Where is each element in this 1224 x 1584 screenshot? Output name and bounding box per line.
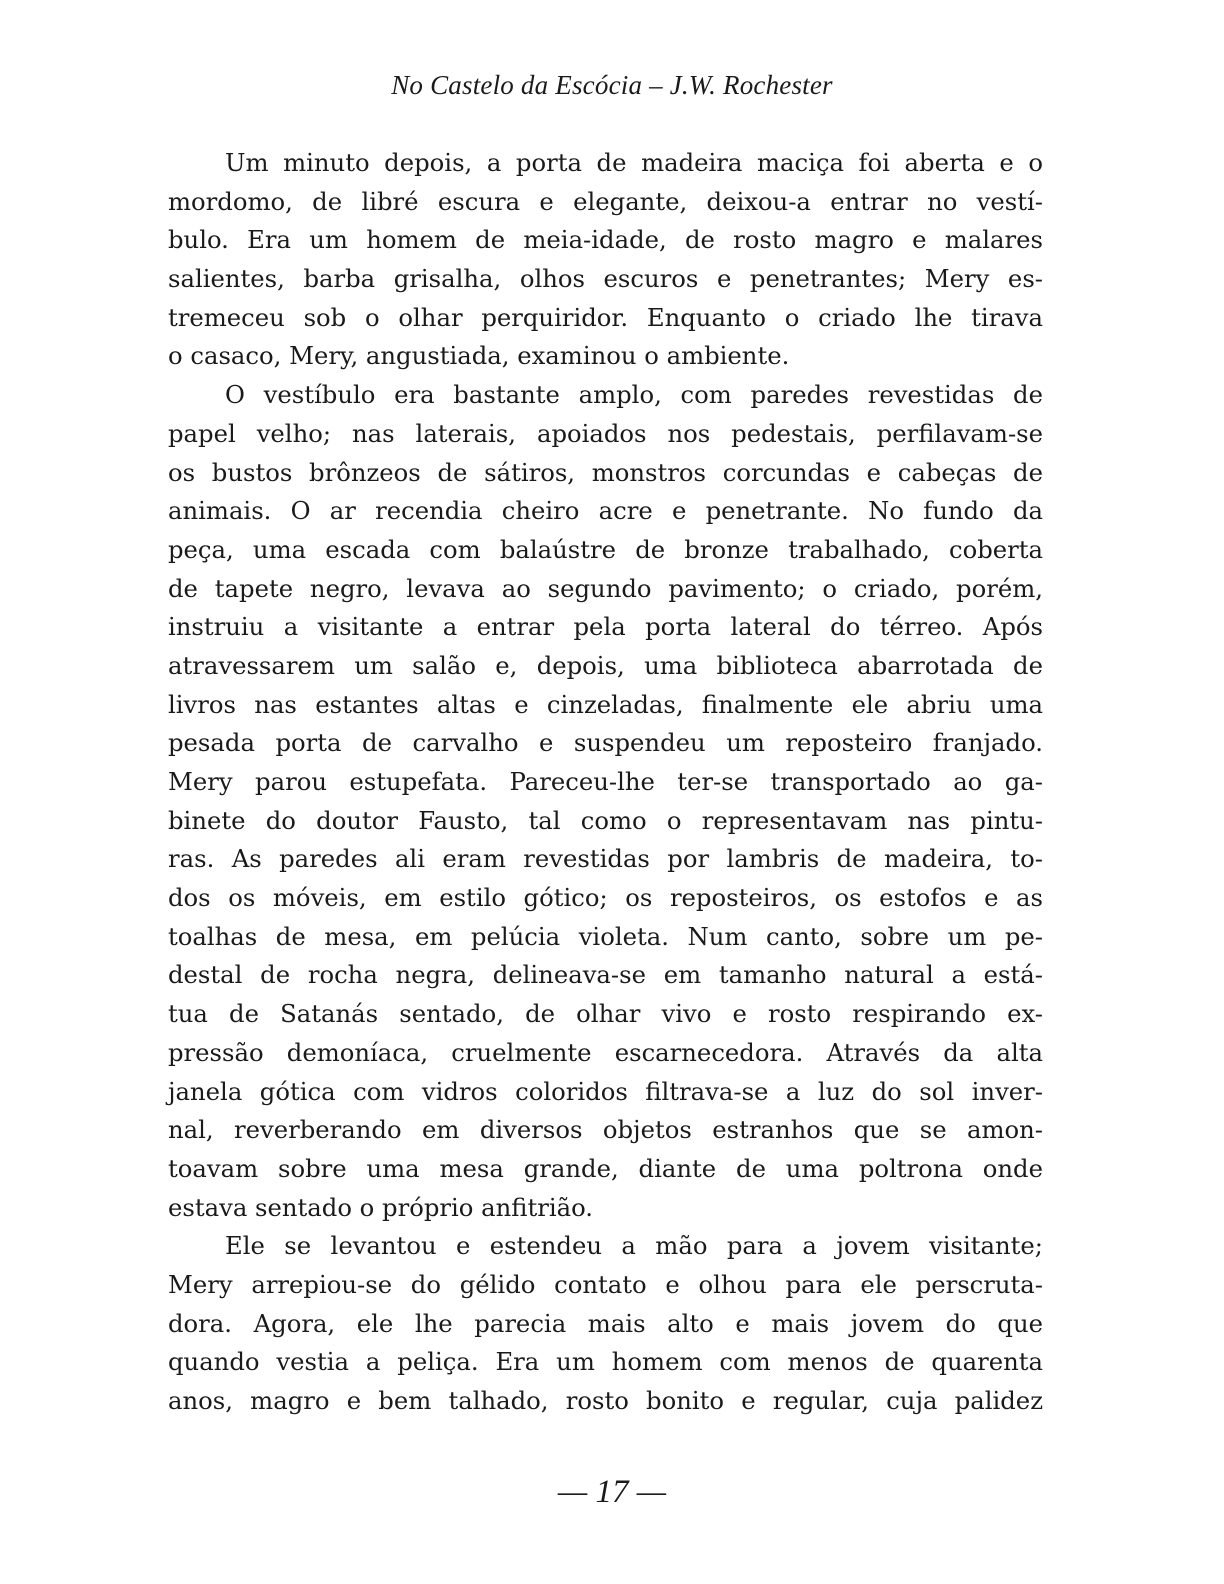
text-line: livros nas estantes altas e cinzeladas, finalmente ele abriu uma (168, 689, 1043, 719)
text-line: peça, uma escada com balaústre de bronze trabalhado, coberta (168, 534, 1043, 564)
text-line: atravessarem um salão e, depois, uma biblioteca abarrotada de (168, 650, 1043, 680)
text-line: papel velho; nas laterais, apoiados nos pedestais, perfilavam-se (168, 418, 1043, 448)
text-line: de tapete negro, levava ao segundo pavimento; o criado, porém, (168, 573, 1043, 603)
text-line: toavam sobre uma mesa grande, diante de uma poltrona onde (168, 1153, 1043, 1183)
text-line: nal, reverberando em diversos objetos estranhos que se amon- (168, 1115, 1043, 1145)
text-line: salientes, barba grisalha, olhos escuros e penetrantes; Mery es- (168, 264, 1043, 294)
paragraph-2 (168, 376, 1043, 1227)
running-header: No Castelo da Escócia – J.W. Rochester (391, 70, 833, 100)
paragraph-1 (168, 144, 1043, 376)
text-line: estava sentado o próprio anfitrião. (168, 1192, 594, 1222)
text-line: Mery parou estupefata. Pareceu-lhe ter-se transportado ao ga- (168, 767, 1043, 796)
text-line: bulo. Era um homem de meia-idade, de rosto magro e malares (168, 225, 1043, 255)
text-line: o casaco, Mery, angustiada, examinou o ambiente. (168, 341, 790, 371)
text-line: mordomo, de libré escura e elegante, deixou-a entrar no vestí- (168, 186, 1043, 216)
body-text (168, 144, 1043, 1421)
text-line: pressão demoníaca, cruelmente escarnecedora. Através da alta (168, 1037, 1043, 1067)
page-number: — 17 — (557, 1474, 667, 1510)
text-line: anos, magro e bem talhado, rosto bonito e regular, cuja palidez (168, 1386, 1043, 1415)
text-line: toalhas de mesa, em pelúcia violeta. Num canto, sobre um pe- (168, 921, 1043, 951)
text-line: Um minuto depois, a porta de madeira maciça foi aberta e o (225, 148, 1043, 177)
text-line: O vestíbulo era bastante amplo, com paredes revestidas de (225, 380, 1043, 410)
text-line: ras. As paredes ali eram revestidas por lambris de madeira, to- (168, 844, 1043, 874)
text-line: tremeceu sob o olhar perquiridor. Enquanto o criado lhe tirava (168, 302, 1043, 332)
text-line: tua de Satanás sentado, de olhar vivo e rosto respirando ex- (168, 999, 1043, 1029)
text-line: dora. Agora, ele lhe parecia mais alto e mais jovem do que (168, 1308, 1043, 1338)
text-line: quando vestia a peliça. Era um homem com menos de quarenta (168, 1347, 1043, 1377)
text-line: binete do doutor Fausto, tal como o representavam nas pintu- (168, 805, 1043, 835)
text-line: Ele se levantou e estendeu a mão para a jovem visitante; (225, 1231, 1043, 1261)
text-line: animais. O ar recendia cheiro acre e penetrante. No fundo da (168, 496, 1043, 526)
text-line: dos os móveis, em estilo gótico; os reposteiros, os estofos e as (168, 883, 1043, 913)
text-line: destal de rocha negra, delineava-se em tamanho natural a está- (168, 960, 1043, 990)
text-line: pesada porta de carvalho e suspendeu um reposteiro franjado. (168, 728, 1043, 758)
text-line: janela gótica com vidros coloridos filtrava-se a luz do sol inver- (168, 1076, 1043, 1106)
text-line: Mery arrepiou-se do gélido contato e olhou para ele perscruta- (168, 1269, 1043, 1299)
text-line: os bustos brônzeos de sátiros, monstros corcundas e cabeças de (168, 457, 1043, 487)
text-line: instruiu a visitante a entrar pela porta lateral do térreo. Após (168, 612, 1043, 642)
paragraph-3 (168, 1227, 1043, 1420)
